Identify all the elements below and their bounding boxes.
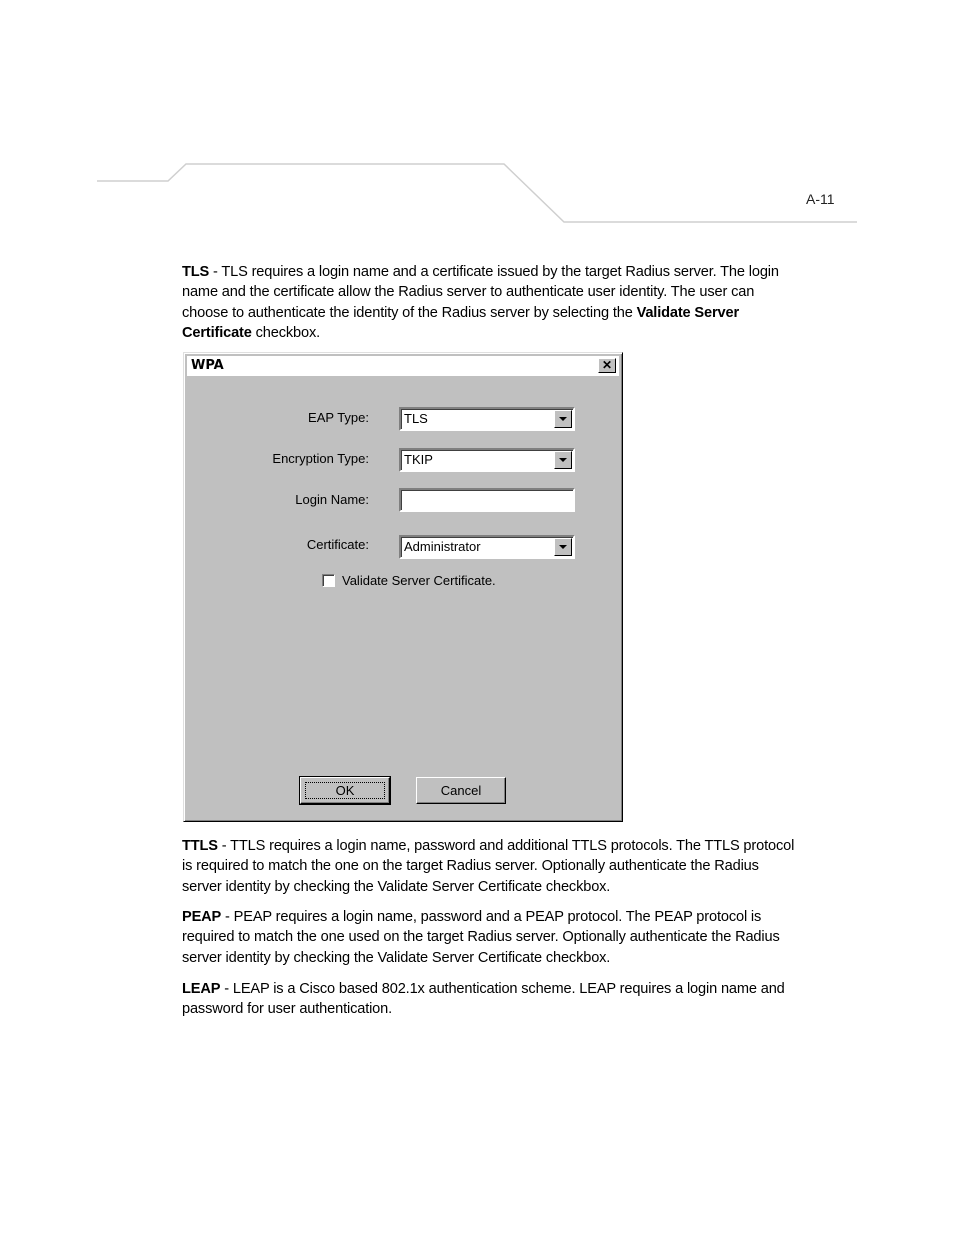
term-peap: PEAP xyxy=(182,909,222,925)
validate-server-certificate-label[interactable]: Validate Server Certificate. xyxy=(342,573,496,588)
cancel-label: Cancel xyxy=(440,783,482,798)
certificate-select[interactable] xyxy=(399,535,575,559)
term-tls: TLS xyxy=(182,264,210,280)
certificate-value: Administrator xyxy=(404,539,481,554)
login-name-label: Login Name: xyxy=(295,492,369,507)
encryption-type-select[interactable] xyxy=(399,448,575,472)
close-button[interactable] xyxy=(598,358,616,373)
chevron-down-icon[interactable] xyxy=(554,410,572,428)
dialog-titlebar[interactable] xyxy=(187,356,619,376)
term-leap: LEAP xyxy=(182,981,221,997)
validate-server-certificate-checkbox[interactable] xyxy=(322,574,335,587)
login-name-input[interactable] xyxy=(399,488,575,512)
ok-button[interactable] xyxy=(300,777,390,804)
cancel-button[interactable] xyxy=(416,777,506,804)
term-ttls: TTLS xyxy=(182,838,218,854)
eap-type-label: EAP Type: xyxy=(308,410,369,425)
tls-bold-reference: Validate Server Certificate xyxy=(182,304,739,341)
paragraph-peap xyxy=(182,907,802,968)
encryption-type-value: TKIP xyxy=(404,452,433,467)
ttls-text: - TTLS requires a login name, password and additional TTLS protocols. The TTLS protocol is required to match the one on the target Radius server. Optionally authenticate the Radius server identity by checking the Validate Server Certificate checkbox. xyxy=(182,838,795,895)
peap-text: - PEAP requires a login name, password and a PEAP protocol. The PEAP protocol is required to match the one used on the target Radius server. Optionally authenticate the Radius server identity by checking the Validate Server Certificate checkbox. xyxy=(182,909,780,966)
tls-text-end: checkbox. xyxy=(251,324,320,341)
wpa-dialog xyxy=(183,352,623,822)
leap-text: - LEAP is a Cisco based 802.1x authentication scheme. LEAP requires a login name and password for user authentication. xyxy=(182,981,785,1018)
paragraph-leap xyxy=(182,979,802,1020)
close-icon: ✕ xyxy=(601,358,613,372)
eap-type-value: TLS xyxy=(404,411,428,426)
ok-label: OK xyxy=(335,783,355,798)
chevron-down-icon[interactable] xyxy=(554,538,572,556)
paragraph-tls xyxy=(182,262,802,343)
certificate-label: Certificate: xyxy=(306,537,369,552)
page-number: A-11 xyxy=(806,191,835,207)
tls-text: - TLS requires a login name and a certificate issued by the target Radius server. The login name and the certificate allow the Radius server to authenticate user identity. The user can choose to authenticate the identity of the Radius server by selecting the xyxy=(182,264,779,321)
dialog-title: WPA xyxy=(191,358,224,373)
encryption-type-label: Encryption Type: xyxy=(272,451,369,466)
chevron-down-icon[interactable] xyxy=(554,451,572,469)
paragraph-ttls xyxy=(182,836,802,897)
eap-type-select[interactable] xyxy=(399,407,575,431)
